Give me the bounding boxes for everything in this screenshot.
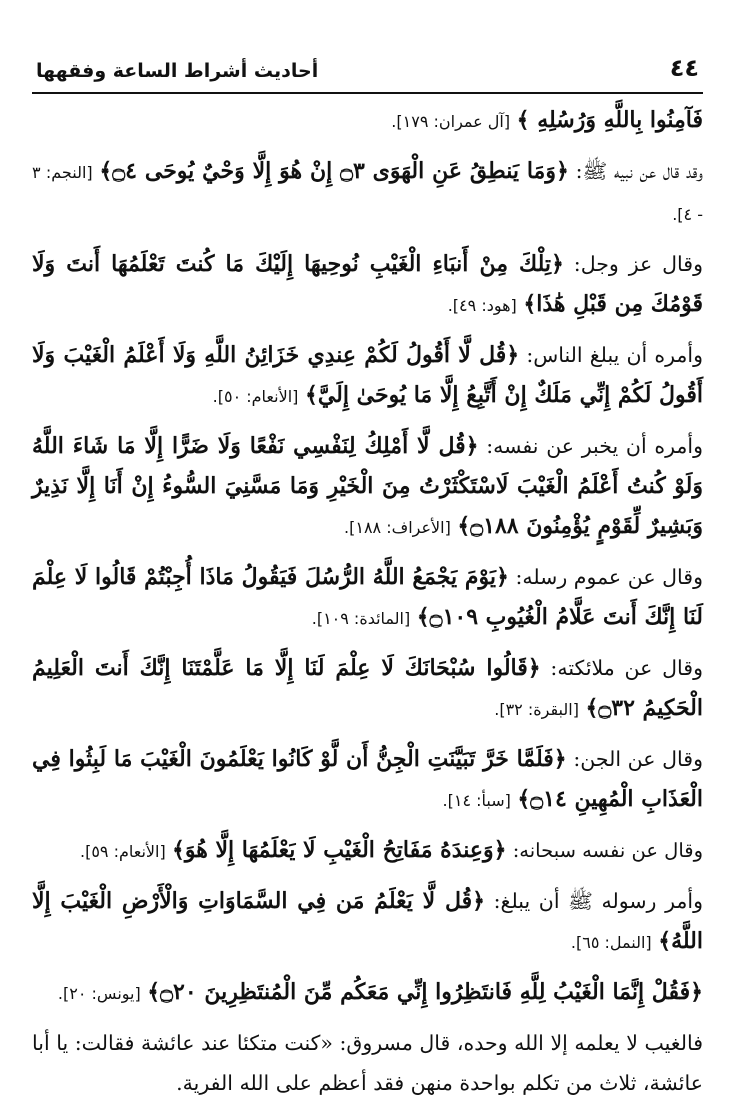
verse-reference: [النمل: ٦٥]. — [570, 933, 652, 952]
paragraph — [32, 881, 703, 963]
quran-verse: ﴿قُل لَّا يَعْلَمُ مَن فِي السَّمَاوَاتِ وَالْأَرْضِ الْغَيْبَ إِلَّا اللَّهُ﴾ — [32, 888, 703, 954]
quran-verse: ﴿قَالُوا سُبْحَانَكَ لَا عِلْمَ لَنَا إِلَّا مَا عَلَّمْتَنَا إِنَّكَ أَنتَ الْعَلِيمُ الْحَكِيمُ ۝٣٢﴾ — [32, 655, 703, 721]
page-number: ٤٤ — [669, 54, 699, 82]
intro-text: وقال عن الجن: — [566, 747, 703, 771]
quran-verse: ﴿وَعِندَهُ مَفَاتِحُ الْغَيْبِ لَا يَعْلَمُهَا إِلَّا هُوَ﴾ — [171, 837, 507, 863]
running-title: أحاديث أشراط الساعة وفقهها — [36, 60, 319, 82]
quran-verse: ﴿يَوْمَ يَجْمَعُ اللَّهُ الرُّسُلَ فَيَقُولُ مَاذَا أُجِبْتُمْ قَالُوا لَا عِلْمَ لَنَا إِنَّكَ أَنتَ عَلَّامُ الْغُيُوبِ ۝١٠٩﴾ — [32, 564, 703, 630]
quran-verse: ﴿فَقُلْ إِنَّمَا الْغَيْبُ لِلَّهِ فَانتَظِرُوا إِنِّي مَعَكُم مِّنَ الْمُنتَظِرِينَ ۝٢٠﴾ — [147, 979, 703, 1005]
intro-text: وأمره أن يبلغ الناس: — [519, 343, 703, 367]
intro-text: وقال عن ملائكته: — [540, 656, 703, 680]
paragraph — [32, 648, 703, 730]
verse-reference: [الأنعام: ٥٠]. — [212, 387, 299, 406]
verse-reference: [آل عمران: ١٧٩]. — [391, 112, 511, 131]
verse-reference: [الأنعام: ٥٩]. — [79, 842, 166, 861]
verse-reference: [هود: ٤٩]. — [447, 296, 517, 315]
intro-text: وأمر رسوله ﷺ أن يبلغ: — [485, 889, 703, 913]
paragraph — [32, 151, 703, 235]
paragraph — [32, 100, 703, 142]
verse-reference: [النجم: ٣ - ٤]. — [32, 163, 703, 224]
page-header — [32, 52, 703, 94]
paragraph — [32, 244, 703, 326]
quran-verse: ﴿وَمَا يَنطِقُ عَنِ الْهَوَى ۝٣ إِنْ هُوَ إِلَّا وَحْيٌ يُوحَى ۝٤﴾ — [99, 158, 569, 184]
intro-text: وقد قال عن نبيه ﷺ: — [568, 159, 703, 183]
verse-reference: [البقرة: ٣٢]. — [494, 700, 579, 719]
quran-verse: فَآمِنُوا بِاللَّهِ وَرُسُلِهِ ﴾ — [516, 107, 703, 133]
paragraph — [32, 426, 703, 548]
body-text-line: فالغيب لا يعلمه إلا الله وحده، قال مسروق: «كنت متكئا عند عائشة فقالت: يا أبا عائشة، ثلاث من تكلم بواحدة منهن فقد أعظم على الله الفرية. — [32, 1031, 703, 1095]
paragraph — [32, 830, 703, 872]
quran-verse: ﴿تِلْكَ مِنْ أَنبَاءِ الْغَيْبِ نُوحِيهَا إِلَيْكَ مَا كُنتَ تَعْلَمُهَا أَنتَ وَلَا قَوْمُكَ مِن قَبْلِ هَٰذَا﴾ — [32, 251, 703, 317]
paragraph — [32, 972, 703, 1014]
verse-reference: [المائدة: ١٠٩]. — [311, 609, 411, 628]
verse-reference: [الأعراف: ١٨٨]. — [344, 518, 451, 537]
paragraph — [32, 1023, 703, 1103]
quran-verse: ﴿قُل لَّا أَمْلِكُ لِنَفْسِي نَفْعًا وَلَا ضَرًّا إِلَّا مَا شَاءَ اللَّهُ وَلَوْ كُنتُ أَعْلَمُ الْغَيْبَ لَاسْتَكْثَرْتُ مِنَ الْخَيْرِ وَمَا مَسَّنِيَ السُّوءُ إِنْ أَنَا إِلَّا نَذِيرٌ وَبَشِيرٌ لِّقَوْمٍ يُؤْمِنُونَ ۝١٨٨﴾ — [32, 433, 703, 539]
body-text — [32, 100, 703, 1112]
intro-text: وقال عن نفسه سبحانه: — [506, 839, 703, 862]
quran-verse: ﴿فَلَمَّا خَرَّ تَبَيَّنَتِ الْجِنُّ أَن لَّوْ كَانُوا يَعْلَمُونَ الْغَيْبَ مَا لَبِثُوا فِي الْعَذَابِ الْمُهِينِ ۝١٤﴾ — [32, 746, 703, 812]
quran-verse: ﴿قُل لَّا أَقُولُ لَكُمْ عِندِي خَزَائِنُ اللَّهِ وَلَا أَعْلَمُ الْغَيْبَ وَلَا أَقُولُ لَكُمْ إِنِّي مَلَكٌ إِنْ أَتَّبِعُ إِلَّا مَا يُوحَىٰ إِلَيَّ﴾ — [32, 342, 703, 408]
intro-text: وقال عز وجل: — [563, 252, 703, 276]
verse-reference: [يونس: ٢٠]. — [57, 984, 141, 1003]
intro-text: وقال عن عموم رسله: — [508, 565, 703, 589]
intro-text: وأمره أن يخبر عن نفسه: — [478, 434, 703, 458]
paragraph — [32, 739, 703, 821]
verse-reference: [سبأ: ١٤]. — [442, 791, 511, 810]
paragraph — [32, 557, 703, 639]
paragraph — [32, 335, 703, 417]
